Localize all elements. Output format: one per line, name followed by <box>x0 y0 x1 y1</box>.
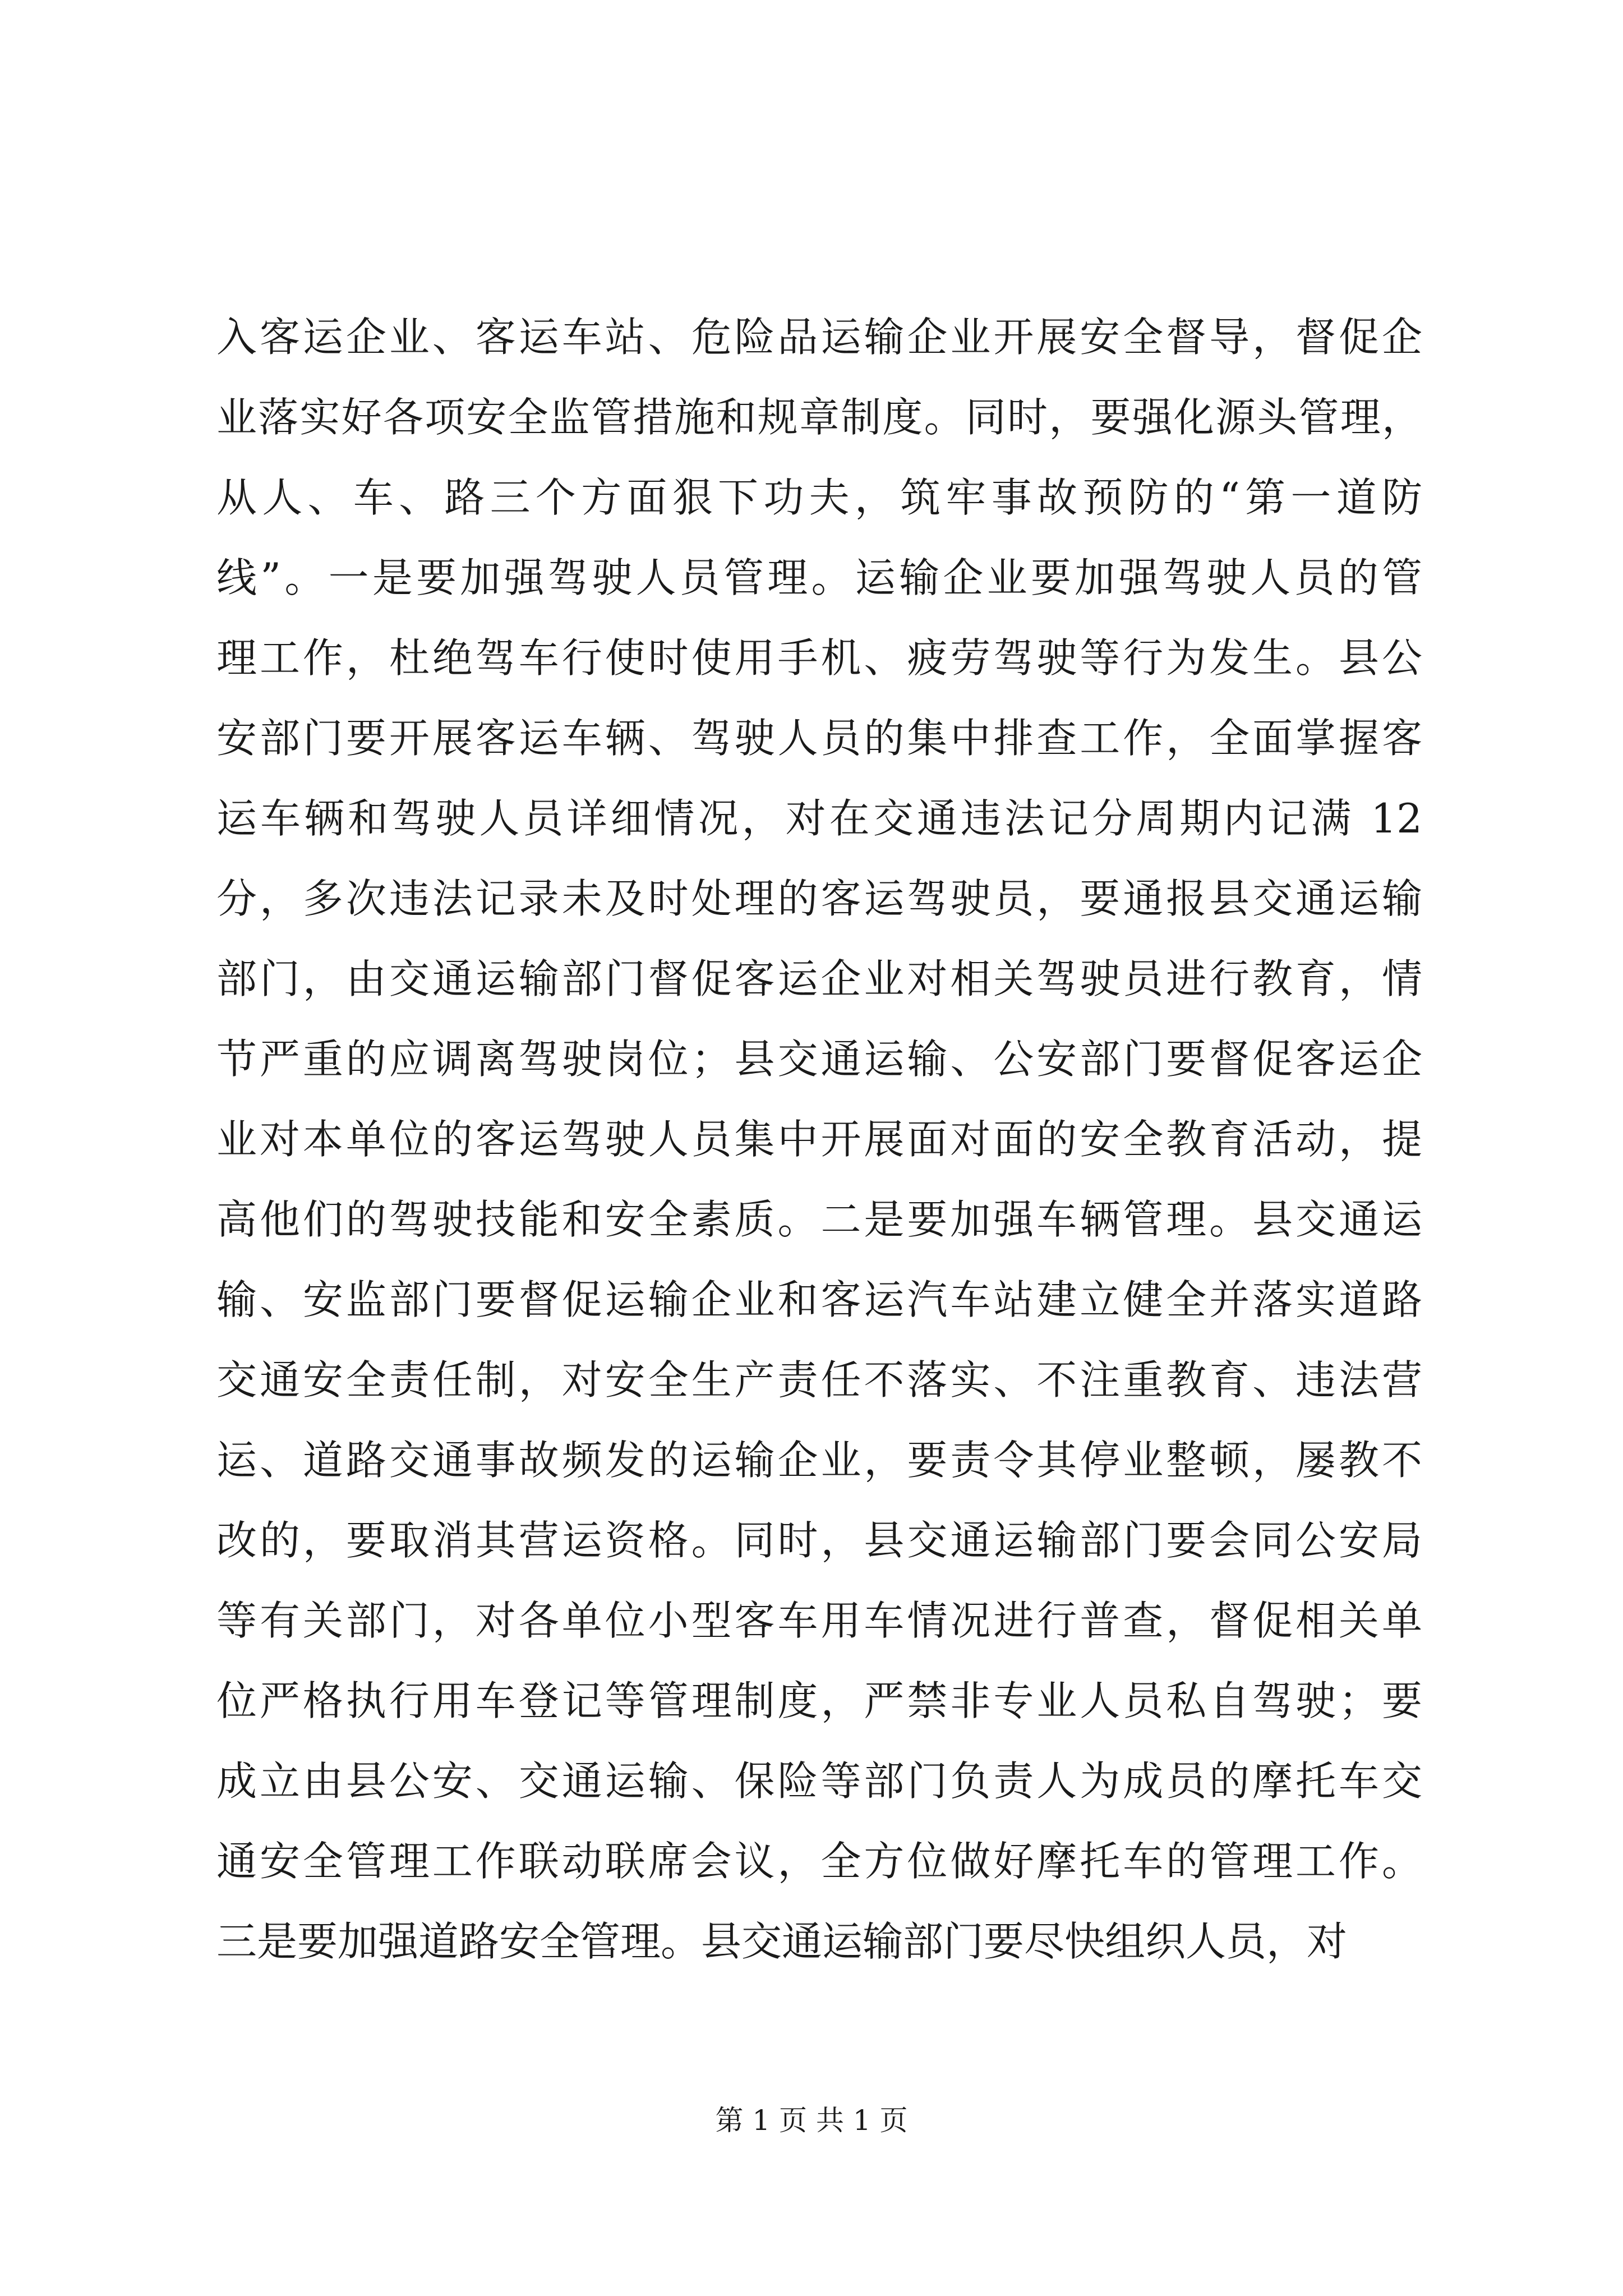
text-line: 通安全管理工作联动联席会议，全方位做好摩托车的管理工作。 <box>216 1838 1422 1885</box>
text-line: 节严重的应调离驾驶岗位；县交通运输、公安部门要督促客运企 <box>216 1036 1422 1083</box>
text-line: 入客运企业、客运车站、危险品运输企业开展安全督导，督促企 <box>216 314 1422 361</box>
text-line: 成立由县公安、交通运输、保险等部门负责人为成员的摩托车交 <box>216 1757 1422 1805</box>
text-line: 运车辆和驾驶人员详细情况，对在交通违法记分周期内记满 12 <box>216 795 1422 842</box>
text-line: 安部门要开展客运车辆、驾驶人员的集中排查工作，全面掌握客 <box>216 715 1422 762</box>
text-line: 部门，由交通运输部门督促客运企业对相关驾驶员进行教育，情 <box>216 955 1422 1002</box>
text-line: 输、安监部门要督促运输企业和客运汽车站建立健全并落实道路 <box>216 1276 1422 1323</box>
text-line: 分，多次违法记录未及时处理的客运驾驶员，要通报县交通运输 <box>216 875 1422 922</box>
text-line: 三是要加强道路安全管理。县交通运输部门要尽快组织人员，对 <box>216 1918 1348 1965</box>
text-line: 高他们的驾驶技能和安全素质。二是要加强车辆管理。县交通运 <box>216 1196 1422 1243</box>
text-line: 业落实好各项安全监管措施和规章制度。同时，要强化源头管理， <box>216 394 1422 441</box>
text-line: 位严格执行用车登记等管理制度，严禁非专业人员私自驾驶；要 <box>216 1677 1422 1724</box>
text-line: 线”。一是要加强驾驶人员管理。运输企业要加强驾驶人员的管 <box>216 554 1422 601</box>
text-line: 等有关部门，对各单位小型客车用车情况进行普查，督促相关单 <box>216 1597 1422 1644</box>
text-line: 从人、车、路三个方面狠下功夫，筑牢事故预防的“第一道防 <box>216 474 1422 521</box>
body-text <box>216 297 1422 1982</box>
text-line: 运、道路交通事故频发的运输企业，要责令其停业整顿，屡教不 <box>216 1437 1422 1484</box>
text-line: 改的，要取消其营运资格。同时，县交通运输部门要会同公安局 <box>216 1517 1422 1564</box>
text-line: 理工作，杜绝驾车行使时使用手机、疲劳驾驶等行为发生。县公 <box>216 634 1422 682</box>
text-line: 交通安全责任制，对安全生产责任不落实、不注重教育、违法营 <box>216 1356 1422 1404</box>
page-footer: 第 1 页 共 1 页 <box>715 2104 908 2137</box>
text-line: 业对本单位的客运驾驶人员集中开展面对面的安全教育活动，提 <box>216 1116 1422 1163</box>
